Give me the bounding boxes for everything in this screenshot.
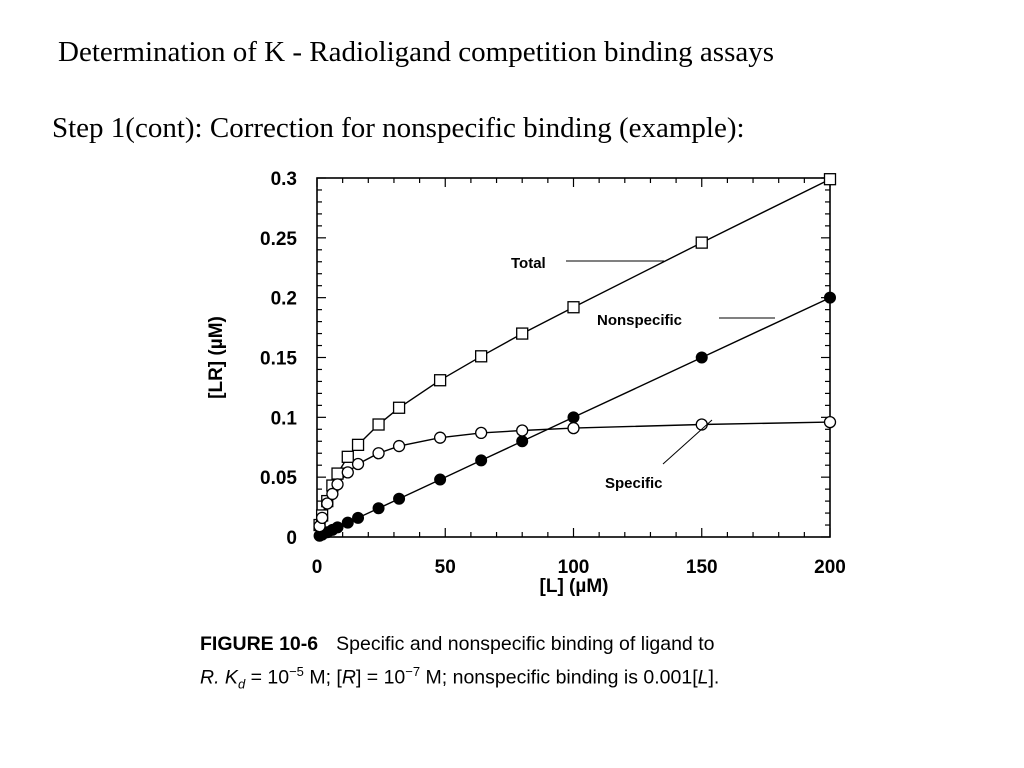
chart-markers	[314, 174, 835, 542]
x-tick-label: 100	[557, 557, 590, 578]
y-tick-label: 0	[286, 528, 297, 549]
plot-frame	[317, 178, 830, 537]
chart-curves	[317, 179, 830, 537]
point-nonspecific	[476, 455, 487, 466]
caption-end: ].	[708, 666, 720, 689]
y-tick-label: 0.2	[270, 288, 297, 310]
point-specific	[696, 419, 707, 430]
point-specific	[373, 448, 384, 459]
point-nonspecific	[517, 436, 528, 447]
point-total	[825, 174, 836, 185]
figure-label: FIGURE 10-6	[200, 633, 319, 655]
x-tick-label: 50	[434, 557, 456, 578]
y-tick-label: 0.05	[260, 468, 297, 490]
x-tick-label: 150	[685, 557, 718, 578]
point-total	[332, 468, 343, 479]
caption-line-2	[200, 658, 719, 697]
y-axis-label: [LR] (µM)	[206, 316, 227, 399]
series-label-specific: Specific	[605, 475, 663, 492]
caption-k-sub: d	[237, 676, 246, 692]
point-nonspecific	[373, 503, 384, 514]
series-label-nonspecific: Nonspecific	[597, 312, 683, 329]
caption-eq1: = 10	[250, 666, 290, 689]
y-tick-label: 0.25	[260, 228, 297, 250]
point-total	[353, 439, 364, 450]
point-specific	[394, 441, 405, 452]
x-tick-label: 0	[311, 557, 323, 578]
point-specific	[435, 432, 446, 443]
series-line-total	[317, 179, 830, 537]
caption-mid1: M; [	[309, 666, 342, 689]
x-axis-label: [L] (µM)	[539, 576, 609, 597]
point-nonspecific	[696, 352, 707, 363]
caption-exp1: −5	[289, 664, 304, 679]
point-total	[394, 402, 405, 413]
series-line-specific	[317, 422, 830, 537]
point-nonspecific	[435, 474, 446, 485]
point-total	[435, 375, 446, 386]
point-total	[373, 419, 384, 430]
slide-subtitle: Step 1(cont): Correction for nonspecific binding (example):	[52, 112, 745, 144]
figure-caption	[200, 631, 719, 697]
chart-axes	[317, 178, 830, 537]
point-specific	[476, 427, 487, 438]
point-nonspecific	[332, 522, 343, 533]
caption-k: K	[224, 666, 238, 689]
y-tick-label: 0.3	[270, 169, 297, 190]
caption-r: R.	[200, 666, 220, 689]
point-nonspecific	[394, 493, 405, 504]
point-specific	[517, 425, 528, 436]
caption-text-1: Specific and nonspecific binding of ligand to	[336, 633, 715, 655]
point-total	[342, 451, 353, 462]
point-total	[568, 302, 579, 313]
point-specific	[825, 417, 836, 428]
x-tick-label: 200	[814, 557, 846, 578]
point-specific	[317, 512, 328, 523]
point-nonspecific	[568, 412, 579, 423]
point-total	[696, 237, 707, 248]
caption-l: L	[697, 666, 709, 689]
caption-mid2: ] = 10	[355, 666, 406, 689]
series-label-total: Total	[511, 255, 546, 272]
slide-title: Determination of K - Radioligand competition binding assays	[58, 36, 775, 68]
point-nonspecific	[825, 292, 836, 303]
caption-mid3: M; nonspecific binding is 0.001[	[425, 666, 698, 689]
point-total	[517, 328, 528, 339]
caption-line-1	[200, 631, 719, 658]
caption-exp2: −7	[405, 664, 421, 679]
point-specific	[353, 459, 364, 470]
point-specific	[568, 423, 579, 434]
point-specific	[332, 479, 343, 490]
point-specific	[342, 467, 353, 478]
point-nonspecific	[353, 512, 364, 523]
y-tick-label: 0.15	[260, 348, 297, 370]
point-nonspecific	[342, 517, 353, 528]
chart-ticks	[317, 178, 830, 537]
point-total	[476, 351, 487, 362]
leader-line-specific	[663, 420, 712, 464]
caption-r2: R	[341, 666, 356, 689]
y-tick-label: 0.1	[270, 408, 297, 430]
chart-labels	[206, 169, 846, 597]
